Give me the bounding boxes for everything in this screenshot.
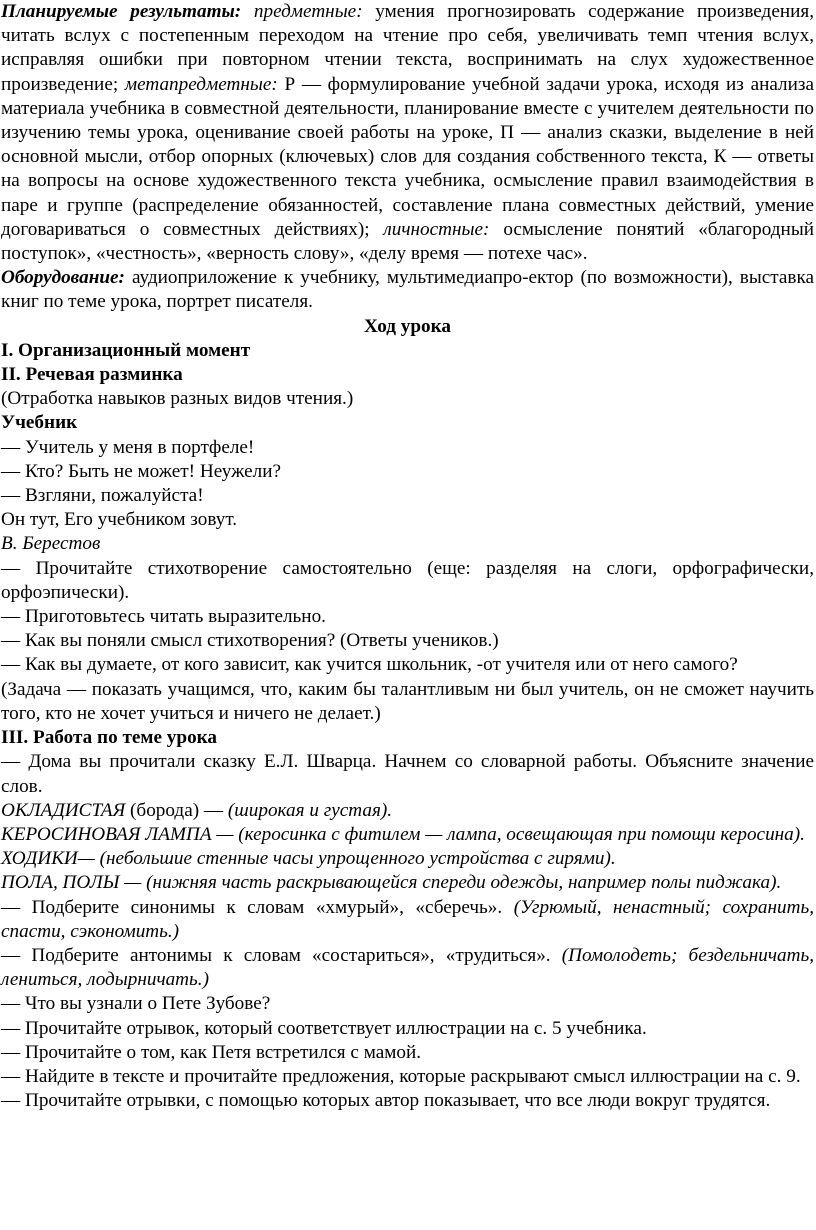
results-label: Планируемые результаты: — [1, 1, 242, 22]
synonyms-task: — Подберите синонимы к словам «хмурый», «сберечь». (Угрюмый, ненастный; сохранить, спасти, сэкономить.) — [1, 896, 815, 942]
warmup-item: — Прочитайте стихотворение самостоятельно (еще: разделяя на слоги, орфографически, орфоэпически). — [1, 557, 814, 603]
equipment-text: аудиоприложение к учебнику, мультимедиапро-ектор (по возможности), выставка книг по теме урока, портрет писателя. — [1, 267, 814, 313]
section-3-intro: — Дома вы прочитали сказку Е.Л. Шварца. Начнем со словарной работы. Объясните значение слов. — [1, 751, 814, 797]
warmup-item: (Задача — показать учащимся, что, каким бы талантливым ни был учитель, он не сможет научить того, кто не хочет учиться и ничего не делает.) — [1, 678, 814, 724]
section-heading-3: III. Работа по теме урока — [1, 727, 218, 749]
warmup-item: — Приготовьтесь читать выразительно. — [1, 606, 326, 628]
section-2-note: (Отработка навыков разных видов чтения.) — [1, 388, 354, 410]
equipment-label: Оборудование: — [1, 267, 125, 289]
question-item: — Найдите в тексте и прочитайте предложения, которые раскрывают смысл иллюстрации на с. 9. — [1, 1065, 801, 1087]
vocab-entry: ОКЛАДИСТАЯ (борода) — (широкая и густая). — [1, 799, 393, 821]
planned-results-paragraph — [1, 0, 814, 266]
poem-title: Учебник — [1, 412, 78, 434]
antonyms-task: — Подберите антонимы к словам «состариться», «трудиться». (Помолодеть; бездельничать, лениться, лодырничать.) — [1, 944, 815, 991]
poem-author: В. Берестов — [1, 533, 101, 555]
warmup-item: — Как вы поняли смысл стихотворения? (Ответы учеников.) — [1, 630, 499, 652]
poem-line: Он тут, Его учебником зовут. — [1, 509, 238, 531]
lesson-title: Ход урока — [363, 315, 452, 337]
vocab-entry: ХОДИКИ— (небольшие стенные часы упрощенного устройства с гирями). — [1, 848, 616, 870]
section-heading-1: I. Организационный момент — [1, 339, 251, 361]
personal-label: личностные: — [383, 218, 490, 240]
question-item: — Прочитайте о том, как Петя встретился с мамой. — [1, 1041, 422, 1063]
section-heading-2: II. Речевая разминка — [1, 364, 183, 386]
equipment-paragraph — [1, 266, 814, 314]
meta-label: метапредметные: — [124, 73, 278, 95]
meta-text: Р — формулирование учебной задачи урока, исходя из анализа материала учебника в совместной деятельности, планирование вместе с учителем деятельности по изучению темы урока, оценивание своей работы на уроке, П — анализ сказки, выделение в ней основной мысли, отбор опорных (ключевых) слов для создания собственного текста, К — ответы на вопросы на основе художественного текста учебника, осмысление правил взаимодействия в паре и группе (распределение обязанностей, составление плана совместных действий, умение договариваться о совместных действиях); — [1, 73, 814, 240]
poem-line: — Учитель у меня в портфеле! — [1, 436, 255, 458]
poem-line: — Взгляни, пожалуйста! — [1, 485, 204, 507]
personal-text: осмысление понятий «благородный поступок», «честность», «верность слову», «делу время — потехе час». — [1, 218, 814, 265]
warmup-item: — Как вы думаете, от кого зависит, как учится школьник, -от учителя или от него самого? — [1, 654, 738, 676]
poem-line: — Кто? Быть не может! Неужели? — [1, 460, 281, 482]
question-item: — Прочитайте отрывки, с помощью которых автор показывает, что все люди вокруг трудятся. — [1, 1090, 771, 1112]
vocab-entry: ПОЛА, ПОЛЫ — (нижняя часть раскрывающейся спереди одежды, например полы пиджака). — [1, 872, 782, 894]
vocab-entry: КЕРОСИНОВАЯ ЛАМПА — (керосинка с фитилем — лампа, освещающая при помощи керосина). — [1, 823, 805, 845]
question-item: — Прочитайте отрывок, который соответствует иллюстрации на с. 5 учебника. — [1, 1017, 647, 1039]
subject-label: предметные: — [253, 1, 363, 22]
question-item: — Что вы узнали о Пете Зубове? — [1, 993, 271, 1015]
subject-text: умения прогнозировать содержание произведения, читать вслух с постепенным переходом на чтение про себя, увеличивать темп чтения вслух, исправляя ошибки при повторном чтении текста, воспринимать на слух художественное произведение; — [1, 1, 814, 95]
